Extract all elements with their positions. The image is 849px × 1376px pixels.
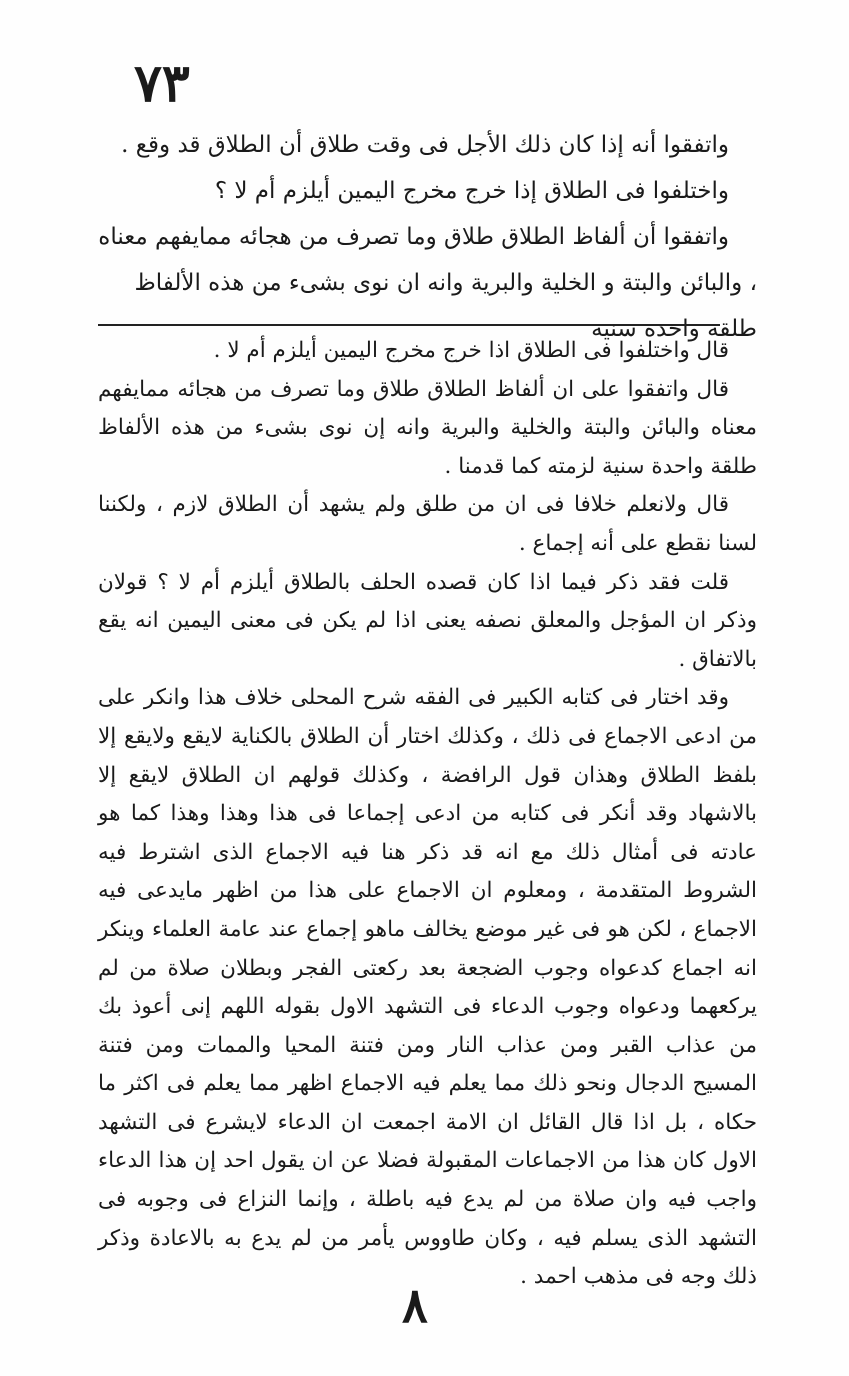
main-text-block [98,122,757,352]
commentary-paragraph: قلت فقد ذكر فيما اذا كان قصده الحلف بالطلاق أيلزم أم لا ؟ قولان وذكر ان المؤجل والمعلق نصفه يعنى اذا لم يكن فى معنى اليمين انه يقع بالاتفاق . [98,569,757,672]
signature-number: ٨ [402,1278,428,1334]
commentary-block [98,332,757,1297]
commentary-paragraph: وقد اختار فى كتابه الكبير فى الفقه شرح المحلى خلاف هذا وانكر على من ادعى الاجماع فى ذلك ، وكذلك اختار أن الطلاق بالكناية لايقع ولايقع إلا بلفظ الطلاق وهذان قول الرافضة ، وكذلك قولهم ان الطلاق لايقع إلا بالاشهاد وقد أنكر فى كتابه من ادعى إجماعا فى هذا وهذا وهذا كما هو عادته فى أمثال ذلك مع انه قد ذكر هنا فيه الاجماع الذى اشترط فيه الشروط المتقدمة ، ومعلوم ان الاجماع على هذا من اظهر مايدعى فيه الاجماع ، لكن هو فى غير موضع يخالف ماهو إجماع عند عامة العلماء وينكر انه اجماع كدعواه وجوب الضجعة بعد ركعتى الفجر وبطلان صلاة من لم يركعهما ودعواه وجوب الدعاء فى التشهد الاول بقوله اللهم إنى أعوذ بك من عذاب القبر ومن عذاب النار ومن فتنة المحيا والممات ومن فتنة المسيح الدجال ونحو ذلك مما يعلم فيه الاجماع اظهر مما يعلم فى اكثر ما حكاه ، بل اذا قال القائل ان الامة اجمعت ان الدعاء لايشرع فى التشهد الاول كان هذا من الاجماعات المقبولة فضلا عن ان يقول احد إن هذا الدعاء واجب فيه وان صلاة من لم يدع فيه باطلة ، وإنما النزاع فى وجوبه فى التشهد الذى يسلم فيه ، وكان طاووس يأمر من لم يدع به بالاعادة وذكر ذلك وجه فى مذهب احمد . [98,685,757,1290]
main-paragraph: واتفقوا أن ألفاظ الطلاق طلاق وما تصرف من هجائه ممايفهم معناه ، والبائن والبتة و الخلية والبرية وانه ان نوى بشىء من هذه الألفاظ طلقة واحدة سنية [98,224,757,342]
commentary-paragraph: قال واختلفوا فى الطلاق اذا خرج مخرج اليمين أيلزم أم لا . [213,338,729,363]
commentary-paragraph: قال ولانعلم خلافا فى ان من طلق ولم يشهد أن الطلاق لازم ، ولكننا لسنا نقطع على أنه إجماع . [98,492,757,556]
main-paragraph: واختلفوا فى الطلاق إذا خرج مخرج اليمين أيلزم أم لا ؟ [214,178,729,204]
main-paragraph: واتفقوا أنه إذا كان ذلك الأجل فى وقت طلاق أن الطلاق قد وقع . [121,132,729,158]
section-divider [98,324,720,326]
page-number: ٧٣ [134,53,190,114]
commentary-paragraph: قال واتفقوا على ان ألفاظ الطلاق طلاق وما تصرف من هجائه ممايفهم معناه والبائن والبتة والخلية والبرية وانه إن نوى بشىء من هذه الألفاظ طلقة واحدة سنية لزمته كما قدمنا . [98,376,757,479]
